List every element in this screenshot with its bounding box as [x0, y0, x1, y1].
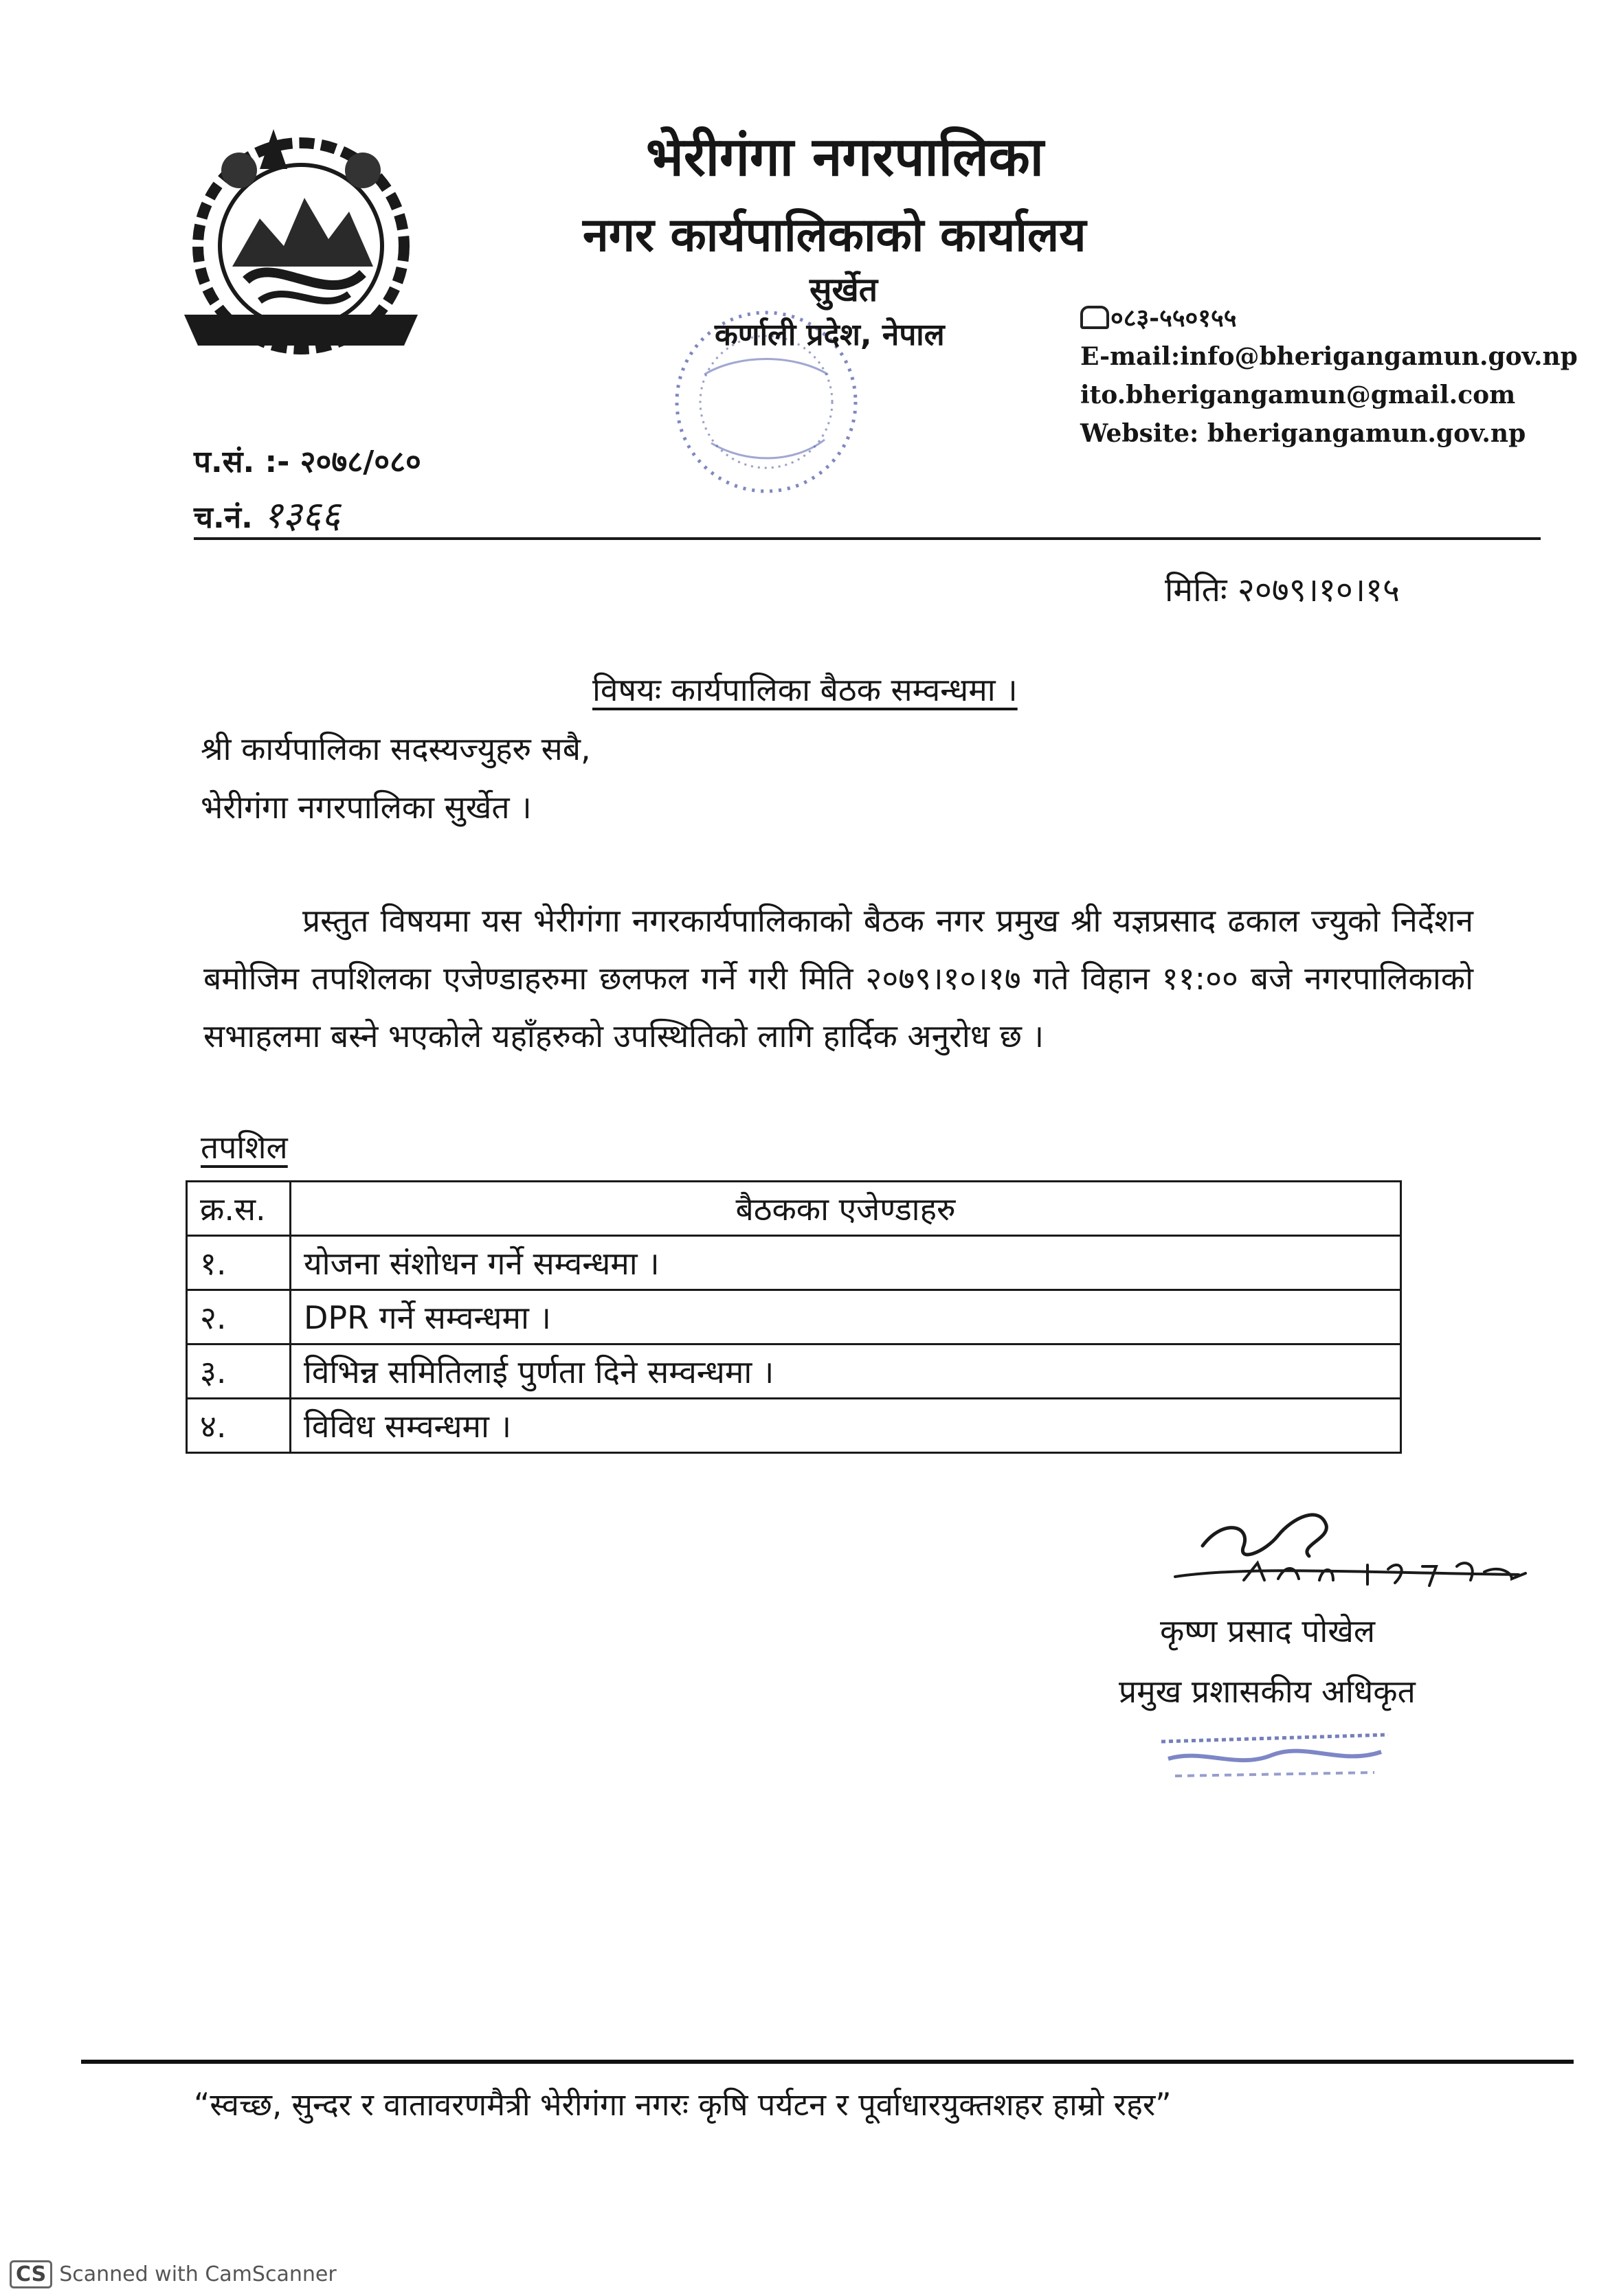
handwritten-signature: [1161, 1498, 1532, 1608]
header-agenda: बैठकका एजेण्डाहरु: [291, 1182, 1401, 1236]
scanner-text: Scanned with CamScanner: [59, 2262, 337, 2286]
letter-date: मितिः २०७९।१०।१५: [1165, 571, 1400, 609]
agenda-item: विभिन्न समितिलाई पुर्णता दिने सम्वन्धमा ।: [291, 1344, 1401, 1399]
telephone-icon: [1080, 306, 1109, 329]
agenda-serial: ३.: [187, 1344, 291, 1399]
reference-label: प.सं. :-: [194, 444, 290, 480]
camscanner-logo-icon: CS: [10, 2260, 52, 2288]
office-name: नगर कार्यपालिकाको कार्यालय: [583, 208, 1086, 262]
footer-slogan: “स्वच्छ, सुन्दर र वातावरणमैत्री भेरीगंगा नगरः कृषि पर्यटन र पूर्वाधारयुक्तशहर हाम्रो रहर”: [194, 2086, 1172, 2123]
footer-divider: [81, 2060, 1574, 2064]
signer-title: प्रमुख प्रशासकीय अधिकृत: [1119, 1673, 1416, 1710]
agenda-header-row: [187, 1182, 1401, 1236]
agenda-table: [186, 1180, 1402, 1454]
letter-subject: विषयः कार्यपालिका बैठक सम्वन्धमा ।: [592, 671, 1018, 708]
agenda-item: विविध सम्वन्धमा ।: [291, 1399, 1401, 1453]
dispatch-label: च.नं.: [194, 500, 253, 535]
header-divider: [194, 537, 1541, 540]
addressee-line-2: भेरीगंगा नगरपालिका सुर्खेत ।: [201, 789, 532, 826]
agenda-item: योजना संशोधन गर्ने सम्वन्धमा ।: [291, 1236, 1401, 1290]
schedule-label: तपशिल: [201, 1129, 288, 1166]
contact-block: [1080, 299, 1578, 453]
phone-number: ०८३-५५०१५५: [1110, 304, 1237, 333]
signer-name: कृष्ण प्रसाद पोखेल: [1160, 1612, 1376, 1650]
body-paragraph: प्रस्तुत विषयमा यस भेरीगंगा नगरकार्यपालिकाको बैठक नगर प्रमुख श्री यज्ञप्रसाद ढकाल ज्युको निर्देशन बमोजिम तपशिलका एजेण्डाहरुमा छलफल गर्ने गरी मिति २०७९।१०।१७ गते विहान ११:०० बजे नगरपालिकाको सभाहलमा बस्ने भएकोले यहाँहरुको उपस्थितिको लागि हार्दिक अनुरोध छ ।: [203, 902, 1473, 1055]
table-row: [187, 1399, 1401, 1453]
agenda-serial: १.: [187, 1236, 291, 1290]
reference-value: २०७८/०८०: [300, 444, 421, 480]
email-secondary: ito.bherigangamun@gmail.com: [1080, 381, 1516, 409]
table-row: [187, 1344, 1401, 1399]
agenda-item: DPR गर्ने सम्वन्धमा ।: [291, 1290, 1401, 1344]
website: Website: bherigangamun.gov.np: [1080, 419, 1526, 448]
org-name: भेरीगंगा नगरपालिका: [646, 126, 1044, 188]
nepal-government-emblem: [157, 109, 445, 364]
dispatch-value: १३६६: [263, 493, 341, 537]
reference-number: [194, 440, 421, 481]
agenda-serial: २.: [187, 1290, 291, 1344]
org-city: सुर्खेत: [809, 271, 878, 309]
table-row: [187, 1236, 1401, 1290]
addressee-line-1: श्री कार्यपालिका सदस्यज्युहरु सबै,: [201, 730, 591, 767]
org-province: कर्णाली प्रदेश, नेपाल: [715, 317, 945, 352]
designation-stamp: [1154, 1721, 1402, 1790]
dispatch-number: [194, 488, 340, 539]
table-row: [187, 1290, 1401, 1344]
scanner-watermark: [10, 2260, 337, 2288]
email-primary: E-mail:info@bherigangamun.gov.np: [1080, 342, 1578, 371]
header-serial: क्र.स.: [187, 1182, 291, 1236]
agenda-serial: ४.: [187, 1399, 291, 1453]
